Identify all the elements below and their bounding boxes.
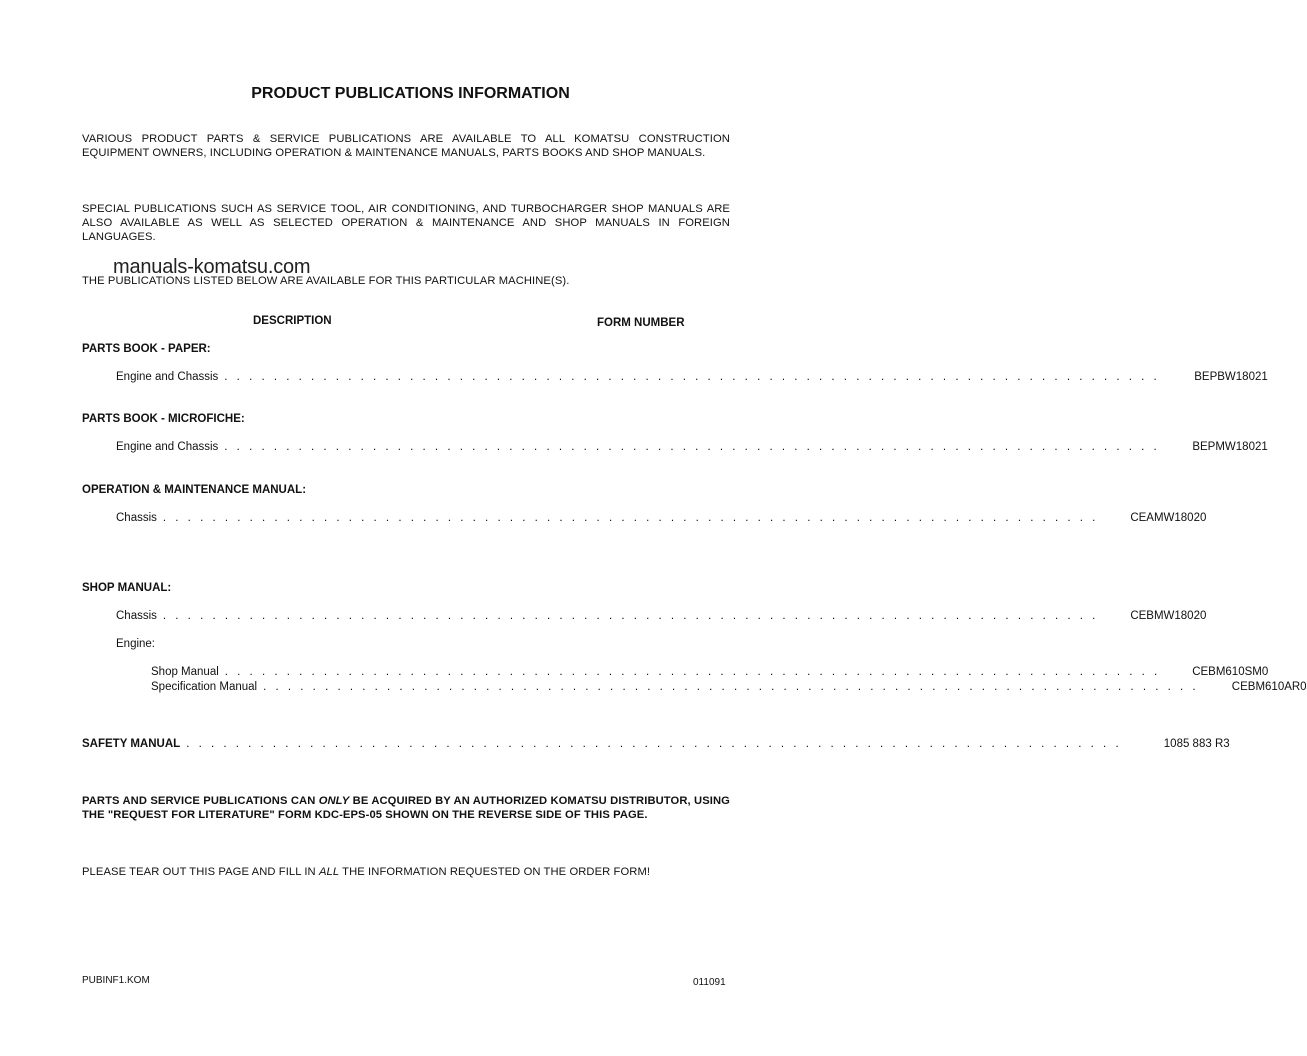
form-number: BEPMW18021 (1192, 441, 1268, 453)
form-number: CEBM610AR0 (1231, 681, 1307, 693)
form-number: 1085 883 R3 (1163, 738, 1230, 750)
dot-leader: . . . . . . . . . . . . . . . . . . . . . . . . . . . . . . . . . . . . . . . . . . . . . . . . . . . . . . . . . . . . . . . . . . . . . . . . . . . . (162, 512, 1099, 524)
dot-leader: . . . . . . . . . . . . . . . . . . . . . . . . . . . . . . . . . . . . . . . . . . . . . . . . . . . . . . . . . . . . . . . . . . . . . . . . . . . . (162, 610, 1099, 622)
dot-leader: . . . . . . . . . . . . . . . . . . . . . . . . . . . . . . . . . . . . . . . . . . . . . . . . . . . . . . . . . . . . . . . . . . . . . . . . . . . . (263, 681, 1199, 693)
page-title: PRODUCT PUBLICATIONS INFORMATION (251, 85, 570, 102)
form-number: CEBMW18020 (1130, 610, 1207, 622)
publication-row (116, 441, 1268, 453)
item-label: Chassis (116, 610, 157, 622)
publication-row (82, 738, 1230, 750)
publication-row (151, 666, 1269, 678)
form-number: CEAMW18020 (1130, 512, 1207, 524)
notice-emphasis: ONLY (318, 795, 350, 807)
item-label: Engine and Chassis (116, 371, 219, 383)
available-publications-paragraph: THE PUBLICATIONS LISTED BELOW ARE AVAILABLE FOR THIS PARTICULAR MACHINE(S). (82, 275, 570, 287)
tearout-text: THE INFORMATION REQUESTED ON THE ORDER FORM! (339, 866, 651, 878)
item-label: Engine and Chassis (116, 441, 219, 453)
item-label: Shop Manual (151, 666, 219, 678)
section-heading: SHOP MANUAL: (82, 582, 172, 594)
tearout-text: PLEASE TEAR OUT THIS PAGE AND FILL IN (82, 866, 319, 878)
notice-text: PARTS AND SERVICE PUBLICATIONS CAN (82, 795, 319, 807)
footer-date-code: 011091 (693, 977, 726, 988)
description-header: DESCRIPTION (253, 315, 332, 327)
item-label: SAFETY MANUAL (82, 738, 181, 750)
publication-row (116, 512, 1207, 524)
section-heading: PARTS BOOK - PAPER: (82, 343, 211, 355)
dot-leader: . . . . . . . . . . . . . . . . . . . . . . . . . . . . . . . . . . . . . . . . . . . . . . . . . . . . . . . . . . . . . . . . . . . . . . . . . . . . (224, 666, 1161, 678)
intro-paragraph: VARIOUS PRODUCT PARTS & SERVICE PUBLICATIONS ARE AVAILABLE TO ALL KOMATSU CONSTRUCTION EQUIPMENT OWNERS, INCLUDING OPERATION & MAINTENANCE MANUALS, PARTS BOOKS AND SHOP MANUALS. (82, 133, 730, 159)
engine-subheading: Engine: (116, 638, 156, 650)
dot-leader: . . . . . . . . . . . . . . . . . . . . . . . . . . . . . . . . . . . . . . . . . . . . . . . . . . . . . . . . . . . . . . . . . . . . . . . . . . . . (224, 441, 1160, 453)
notice-paragraph (82, 794, 730, 822)
watermark: manuals-komatsu.com (113, 256, 311, 278)
notice-text: BE ACQUIRED BY AN AUTHORIZED KOMATSU DISTRIBUTOR, USING THE "REQUEST FOR LITERATURE" FORM KDC-EPS-05 SHOWN ON THE REVERSE SIDE OF THIS PAGE. (82, 795, 730, 821)
publication-row (116, 610, 1207, 622)
publication-row (116, 371, 1268, 383)
publication-row (151, 681, 1307, 693)
footer-file-name: PUBINF1.KOM (82, 975, 150, 986)
form-number: BEPBW18021 (1194, 371, 1268, 383)
dot-leader: . . . . . . . . . . . . . . . . . . . . . . . . . . . . . . . . . . . . . . . . . . . . . . . . . . . . . . . . . . . . . . . . . . . . . . . . . . . . (224, 371, 1160, 383)
form-number: CEBM610SM0 (1192, 666, 1269, 678)
tearout-paragraph (82, 865, 730, 879)
dot-leader: . . . . . . . . . . . . . . . . . . . . . . . . . . . . . . . . . . . . . . . . . . . . . . . . . . . . . . . . . . . . . . . . . . . . . . . . . . . . (186, 738, 1122, 750)
item-label: Chassis (116, 512, 157, 524)
special-publications-paragraph: SPECIAL PUBLICATIONS SUCH AS SERVICE TOOL, AIR CONDITIONING, AND TURBOCHARGER SHOP MANUALS ARE ALSO AVAILABLE AS WELL AS SELECTED OPERATION & MAINTENANCE AND SHOP MANUALS IN FOREIGN LANGUAGES. (82, 203, 730, 243)
item-label: Specification Manual (151, 681, 258, 693)
tearout-emphasis: ALL (318, 866, 340, 878)
section-heading: OPERATION & MAINTENANCE MANUAL: (82, 484, 307, 496)
section-heading: PARTS BOOK - MICROFICHE: (82, 413, 245, 425)
form-number-header: FORM NUMBER (597, 317, 685, 329)
